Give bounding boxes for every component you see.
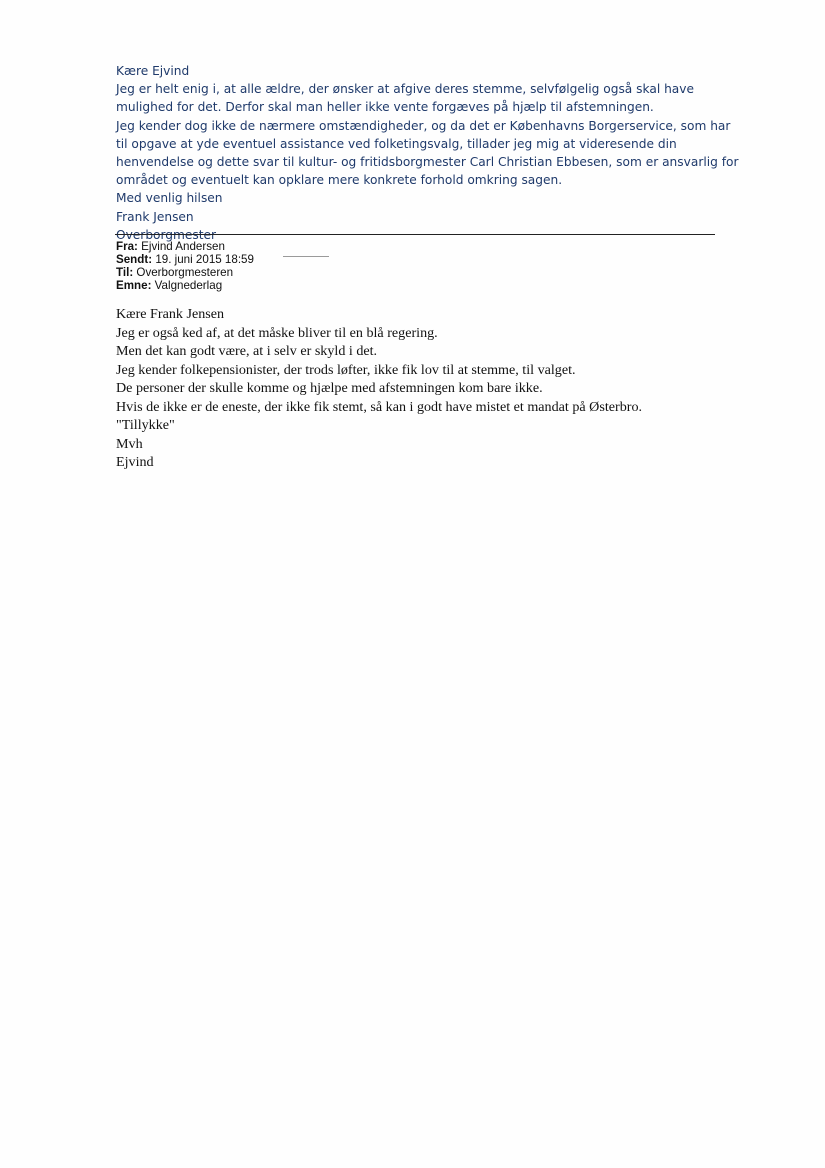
email-header	[116, 240, 254, 292]
header-from-row	[116, 240, 254, 253]
header-sent-row	[116, 253, 254, 266]
original-line: Jeg kender folkepensionister, der trods løfter, ikke fik lov til at stemme, til valget.	[116, 361, 576, 378]
original-line: Kære Frank Jensen	[116, 306, 225, 322]
reply-line: til opgave at yde eventuel assistance ved folketingsvalg, tillader jeg mig at videresende din	[116, 136, 677, 151]
original-line: Mvh	[116, 435, 143, 452]
reply-salutation: Kære Ejvind	[116, 64, 190, 78]
original-line: Men det kan godt være, at i selv er skyld i det.	[116, 343, 378, 359]
sent-label: Sendt:	[116, 253, 153, 266]
original-line: De personer der skulle komme og hjælpe med afstemningen kom bare ikke.	[116, 380, 543, 396]
header-to-row	[116, 266, 254, 279]
reply-line: mulighed for det. Derfor skal man heller ikke vente forgæves på hjælp til afstemningen.	[116, 100, 654, 115]
original-message	[116, 305, 642, 472]
sent-value: 19. juni 2015 18:59	[155, 253, 254, 266]
reply-line: Jeg kender dog ikke de nærmere omstændigheder, og da det er Københavns Borgerservice, som har	[116, 118, 731, 133]
header-divider	[115, 234, 715, 235]
signature-title: Overborgmester	[116, 227, 217, 242]
redaction-mark	[283, 256, 329, 257]
reply-line: området og eventuelt kan opklare mere konkrete forhold omkring sagen.	[116, 173, 563, 188]
subject-value: Valgnederlag	[154, 279, 223, 292]
from-value: Ejvind Andersen	[141, 240, 225, 253]
to-label: Til:	[116, 266, 134, 279]
original-line: Ejvind	[116, 454, 154, 470]
signature-name: Frank Jensen	[116, 209, 194, 224]
reply-message	[116, 62, 739, 244]
to-value: Overborgmesteren	[136, 266, 234, 279]
header-subject-row	[116, 279, 254, 292]
original-line: Hvis de ikke er de eneste, der ikke fik stemt, så kan i godt have mistet et mandat på Østerbro.	[116, 398, 643, 415]
reply-closing: Med venlig hilsen	[116, 191, 223, 206]
from-label: Fra:	[116, 240, 138, 253]
original-line: "Tillykke"	[116, 417, 175, 433]
reply-line: Jeg er helt enig i, at alle ældre, der ønsker at afgive deres stemme, selvfølgelig også skal have	[116, 82, 694, 97]
original-line: Jeg er også ked af, at det måske bliver til en blå regering.	[116, 324, 438, 341]
reply-line: henvendelse og dette svar til kultur- og fritidsborgmester Carl Christian Ebbesen, som er ansvarlig for	[116, 155, 739, 170]
subject-label: Emne:	[116, 279, 152, 292]
